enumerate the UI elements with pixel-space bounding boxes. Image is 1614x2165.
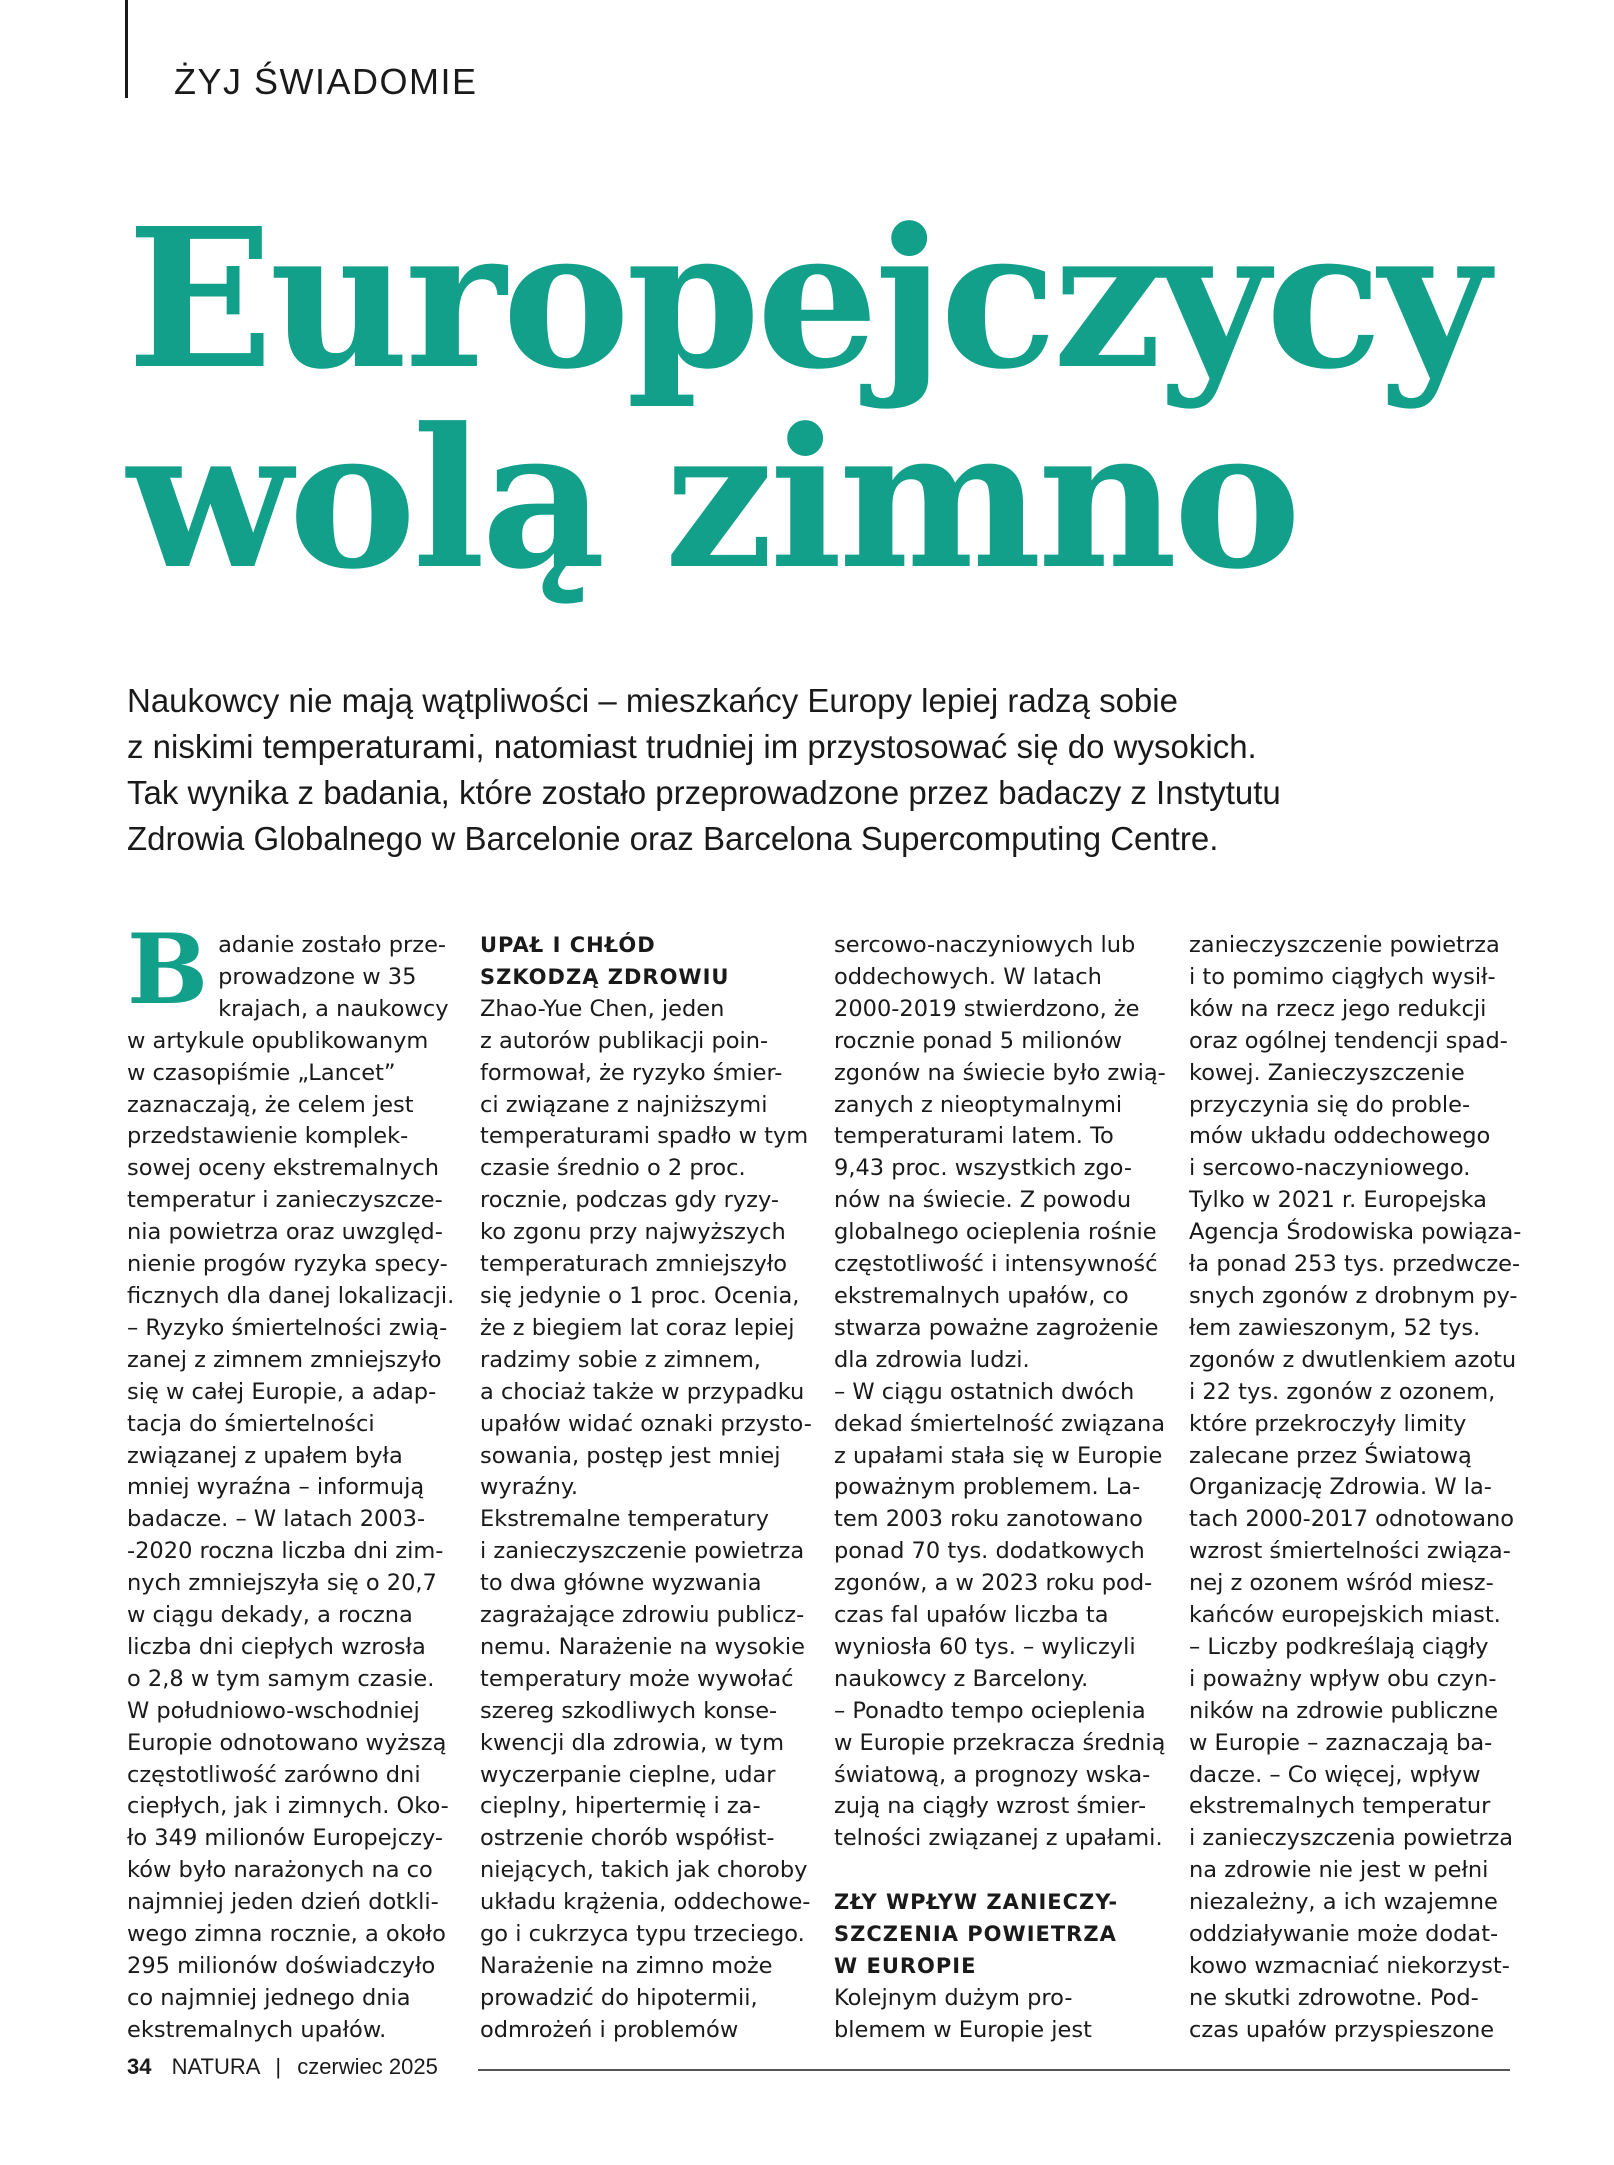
text-line: kowej. Zanieczyszczenie	[1189, 1059, 1465, 1086]
article-column-1	[127, 913, 467, 2047]
text-line: krajach, a naukowcy	[218, 995, 449, 1022]
headline-line-2: wolą zimno	[127, 387, 1298, 612]
text-line: i zanieczyszczenie powietrza	[480, 1538, 805, 1565]
text-line: ło 349 milionów Europejczy-	[127, 1825, 444, 1852]
text-line: się w całej Europie, a adap-	[127, 1378, 437, 1405]
text-line: 9,43 proc. wszystkich zgo-	[834, 1155, 1132, 1182]
text-line: prowadzić do hipotermii,	[480, 1984, 758, 2011]
text-line: stwarza poważne zagrożenie	[834, 1314, 1159, 1341]
text-line: zalecane przez Światową	[1189, 1442, 1472, 1469]
text-line: nia powietrza oraz uwzględ-	[127, 1219, 443, 1246]
subheading-zly-wplyw	[834, 1887, 1174, 1983]
text-line: – W ciągu ostatnich dwóch	[834, 1378, 1135, 1405]
text-line: że z biegiem lat coraz lepiej	[480, 1314, 795, 1341]
subheading-line: SZKODZĄ ZDROWIU	[480, 964, 730, 989]
text-line: go i cukrzyca typu trzeciego.	[480, 1921, 805, 1948]
section-label: ŻYJ ŚWIADOMIE	[174, 61, 478, 102]
text-line: mów układu oddechowego	[1189, 1123, 1491, 1150]
text-line: badacze. – W latach 2003-	[127, 1506, 426, 1533]
text-line: ła ponad 253 tys. przedwcze-	[1189, 1251, 1521, 1278]
article-column-2	[480, 930, 820, 2047]
text-line: upałów widać oznaki przysto-	[480, 1410, 812, 1437]
text-line: i sercowo-naczyniowego.	[1189, 1155, 1471, 1182]
text-line: 2000-2019 stwierdzono, że	[834, 995, 1140, 1022]
text-line: i to pomimo ciągłych wysił-	[1189, 963, 1496, 990]
text-line: mniej wyraźna – informują	[127, 1474, 425, 1501]
text-line: to dwa główne wyzwania	[480, 1570, 762, 1597]
text-line: wyraźny.	[480, 1474, 579, 1501]
text-line: – Ryzyko śmiertelności zwią-	[127, 1314, 448, 1341]
text-line: nienie progów ryzyka specy-	[127, 1251, 448, 1278]
drop-cap: B	[127, 913, 209, 1026]
text-line: sowej oceny ekstremalnych	[127, 1155, 440, 1182]
text-line: czas fal upałów liczba ta	[834, 1602, 1109, 1629]
text-line: się jedynie o 1 proc. Ocenia,	[480, 1282, 800, 1309]
text-line: najmniej jeden dzień dotkli-	[127, 1889, 439, 1916]
text-line: prowadzone w 35	[218, 963, 417, 990]
subheading-line: W EUROPIE	[834, 1954, 977, 1979]
text-line: ciepłych, jak i zimnych. Oko-	[127, 1793, 449, 1820]
text-line: częstotliwość zarówno dni	[127, 1761, 421, 1788]
text-line: związanej z upałem była	[127, 1442, 403, 1469]
column-2-body	[480, 994, 820, 2047]
text-line: 295 milionów doświadczyło	[127, 1953, 436, 1979]
text-line: w czasopiśmie „Lancet”	[127, 1059, 396, 1086]
text-line: kwencji dla zdrowia, w tym	[480, 1729, 785, 1756]
lead-line: z niskimi temperaturami, natomiast trudniej im przystosować się do wysokich.	[127, 728, 1257, 765]
text-line: zują na ciągły wzrost śmier-	[834, 1793, 1147, 1820]
text-line: rocznie, podczas gdy ryzy-	[480, 1187, 779, 1214]
text-line: ekstremalnych temperatur	[1189, 1793, 1491, 1820]
text-line: ko zgonu przy najwyższych	[480, 1219, 786, 1246]
text-line: zanych z nieoptymalnymi	[834, 1091, 1123, 1118]
text-line: poważnym problemem. La-	[834, 1474, 1141, 1501]
text-line: snych zgonów z drobnym py-	[1189, 1282, 1518, 1309]
lead-line: Tak wynika z badania, które zostało przeprowadzone przez badaczy z Instytutu	[127, 774, 1281, 811]
article-column-4	[1189, 930, 1529, 2047]
footer-rule	[478, 2069, 1510, 2071]
text-line: w Europie przekracza średnią	[834, 1729, 1166, 1756]
text-line: cieplny, hipertermię i za-	[480, 1793, 761, 1820]
text-line: Narażenie na zimno może	[480, 1953, 773, 1979]
headline	[127, 187, 1486, 612]
text-line: na zdrowie nie jest w pełni	[1189, 1857, 1489, 1884]
text-line: ostrzenie chorób współist-	[480, 1825, 775, 1852]
lead-line: Zdrowia Globalnego w Barcelonie oraz Barcelona Supercomputing Centre.	[127, 820, 1219, 857]
text-line: ków było narażonych na co	[127, 1857, 433, 1884]
text-line: ne skutki zdrowotne. Pod-	[1189, 1984, 1479, 2011]
text-line: co najmniej jednego dnia	[127, 1984, 411, 2011]
column-4-body	[1189, 930, 1529, 2047]
text-line: W południowo-wschodniej	[127, 1697, 420, 1724]
text-line: które przekroczyły limity	[1189, 1410, 1467, 1437]
text-line: i 22 tys. zgonów z ozonem,	[1189, 1378, 1496, 1405]
text-line: Organizację Zdrowia. W la-	[1189, 1474, 1492, 1501]
text-line: światową, a prognozy wska-	[834, 1761, 1151, 1788]
text-line: globalnego ocieplenia rośnie	[834, 1219, 1157, 1246]
text-line: ci związane z najniższymi	[480, 1091, 768, 1118]
text-line: szereg szkodliwych konse-	[480, 1697, 778, 1724]
text-line: Europie odnotowano wyższą	[127, 1729, 447, 1756]
article-column-3	[834, 930, 1174, 2047]
text-line: Tylko w 2021 r. Europejska	[1189, 1187, 1487, 1214]
text-line: nemu. Narażenie na wysokie	[480, 1633, 805, 1660]
text-line: a chociaż także w przypadku	[480, 1378, 805, 1405]
text-line: czas upałów przyspieszone	[1189, 2016, 1495, 2043]
text-line: z upałami stała się w Europie	[834, 1442, 1163, 1469]
text-line: zaznaczają, że celem jest	[127, 1091, 414, 1118]
text-line: temperaturami latem. To	[834, 1123, 1114, 1150]
text-line: ekstremalnych upałów.	[127, 2016, 387, 2043]
text-line: kowo wzmacniać niekorzyst-	[1189, 1953, 1510, 1979]
text-line: oraz ogólnej tendencji spad-	[1189, 1027, 1508, 1054]
text-line: nów na świecie. Z powodu	[834, 1187, 1132, 1214]
text-line: -2020 roczna liczba dni zim-	[127, 1538, 444, 1565]
column-3-body	[834, 930, 1174, 1855]
issue-date: czerwiec 2025	[297, 2054, 438, 2079]
section-divider	[125, 0, 128, 98]
text-line: częstotliwość i intensywność	[834, 1251, 1158, 1278]
column-3-body-after	[834, 1983, 1174, 2047]
text-line: zgonów, a w 2023 roku pod-	[834, 1570, 1153, 1597]
text-line: temperatury może wywołać	[480, 1665, 794, 1692]
text-line: odmrożeń i problemów	[480, 2016, 739, 2043]
text-line: z autorów publikacji poin-	[480, 1027, 769, 1054]
column-1-body	[127, 1026, 467, 2047]
lead-line: Naukowcy nie mają wątpliwości – mieszkańcy Europy lepiej radzą sobie	[127, 682, 1178, 719]
text-line: w Europie – zaznaczają ba-	[1189, 1729, 1493, 1756]
lead-paragraph	[127, 678, 1427, 862]
text-line: przyczynia się do proble-	[1189, 1091, 1471, 1118]
text-line: wzrost śmiertelności związa-	[1189, 1538, 1511, 1565]
text-line: – Ponadto tempo ocieplenia	[834, 1697, 1146, 1724]
footer-separator: |	[275, 2054, 282, 2079]
text-line: naukowcy z Barcelony.	[834, 1665, 1089, 1692]
subheading-line: SZCZENIA POWIETRZA	[834, 1922, 1117, 1947]
text-line: czasie średnio o 2 proc.	[480, 1155, 746, 1182]
text-line: niezależny, a ich wzajemne	[1189, 1889, 1498, 1916]
text-line: układu krążenia, oddechowe-	[480, 1889, 811, 1916]
subheading-upal-i-chlod	[480, 930, 820, 994]
text-line: dla zdrowia ludzi.	[834, 1346, 1030, 1373]
text-line: Ekstremalne temperatury	[480, 1506, 769, 1533]
text-line: Kolejnym dużym pro-	[834, 1985, 1073, 2011]
text-line: wyniosła 60 tys. – wyliczyli	[834, 1633, 1136, 1660]
text-line: zanieczyszczenie powietrza	[1189, 932, 1500, 958]
text-line: blemem w Europie jest	[834, 2016, 1092, 2043]
text-line: sowania, postęp jest mniej	[480, 1442, 781, 1469]
headline-line-1: Europejczycy	[127, 187, 1486, 412]
subheading-line: UPAŁ I CHŁÓD	[480, 933, 656, 957]
page-footer	[127, 2052, 438, 2082]
text-line: ekstremalnych upałów, co	[834, 1282, 1129, 1309]
text-line: temperaturach zmniejszyło	[480, 1251, 787, 1278]
text-line: Agencja Środowiska powiąza-	[1189, 1219, 1522, 1246]
text-line: formował, że ryzyko śmier-	[480, 1059, 783, 1086]
text-line: oddechowych. W latach	[834, 963, 1102, 990]
text-line: zanej z zimnem zmniejszyło	[127, 1346, 442, 1373]
text-line: nych zmniejszyła się o 20,7	[127, 1570, 437, 1597]
text-line: oddziaływanie może dodat-	[1189, 1921, 1499, 1948]
text-line: wego zimna rocznie, a około	[127, 1921, 446, 1948]
text-line: dacze. – Co więcej, wpływ	[1189, 1761, 1481, 1788]
text-line: ponad 70 tys. dodatkowych	[834, 1538, 1145, 1565]
text-line: zgonów na świecie było zwią-	[834, 1059, 1166, 1086]
text-line: temperaturami spadło w tym	[480, 1123, 809, 1150]
text-line: wyczerpanie cieplne, udar	[480, 1761, 776, 1788]
text-line: o 2,8 w tym samym czasie.	[127, 1665, 435, 1692]
text-line: tacja do śmiertelności	[127, 1410, 375, 1437]
text-line: tem 2003 roku zanotowano	[834, 1506, 1143, 1533]
text-line: temperatur i zanieczyszcze-	[127, 1187, 443, 1214]
text-line: zagrażające zdrowiu publicz-	[480, 1602, 805, 1629]
text-line: dekad śmiertelność związana	[834, 1410, 1166, 1437]
text-line: ficznych dla danej lokalizacji.	[127, 1282, 455, 1309]
text-line: kańców europejskich miast.	[1189, 1602, 1501, 1629]
text-line: i zanieczyszczenia powietrza	[1189, 1825, 1514, 1852]
text-line: Zhao-Yue Chen, jeden	[480, 995, 725, 1022]
magazine-name: NATURA	[171, 2054, 260, 2079]
text-line: sercowo-naczyniowych lub	[834, 932, 1136, 958]
spacer	[834, 1855, 1174, 1887]
text-line: telności związanej z upałami.	[834, 1825, 1163, 1852]
text-line: ków na rzecz jego redukcji	[1189, 995, 1487, 1022]
text-line: nej z ozonem wśród miesz-	[1189, 1570, 1494, 1597]
text-line: i poważny wpływ obu czyn-	[1189, 1665, 1497, 1692]
text-line: ników na zdrowie publiczne	[1189, 1697, 1499, 1724]
text-line: rocznie ponad 5 milionów	[834, 1027, 1123, 1054]
page-number: 34	[127, 2054, 152, 2079]
text-line: – Liczby podkreślają ciągły	[1189, 1633, 1489, 1660]
subheading-line: ZŁY WPŁYW ZANIECZY-	[834, 1890, 1119, 1915]
text-line: tach 2000-2017 odnotowano	[1189, 1506, 1515, 1533]
text-line: niejących, takich jak choroby	[480, 1857, 808, 1884]
text-line: przedstawienie komplek-	[127, 1123, 409, 1150]
text-line: adanie zostało prze-	[218, 932, 447, 958]
text-line: w artykule opublikowanym	[127, 1027, 429, 1054]
text-line: w ciągu dekady, a roczna	[127, 1602, 413, 1629]
text-line: zgonów z dwutlenkiem azotu	[1189, 1346, 1517, 1373]
text-line: liczba dni ciepłych wzrosła	[127, 1633, 426, 1660]
text-line: radzimy sobie z zimnem,	[480, 1346, 761, 1373]
text-line: łem zawieszonym, 52 tys.	[1189, 1314, 1481, 1341]
